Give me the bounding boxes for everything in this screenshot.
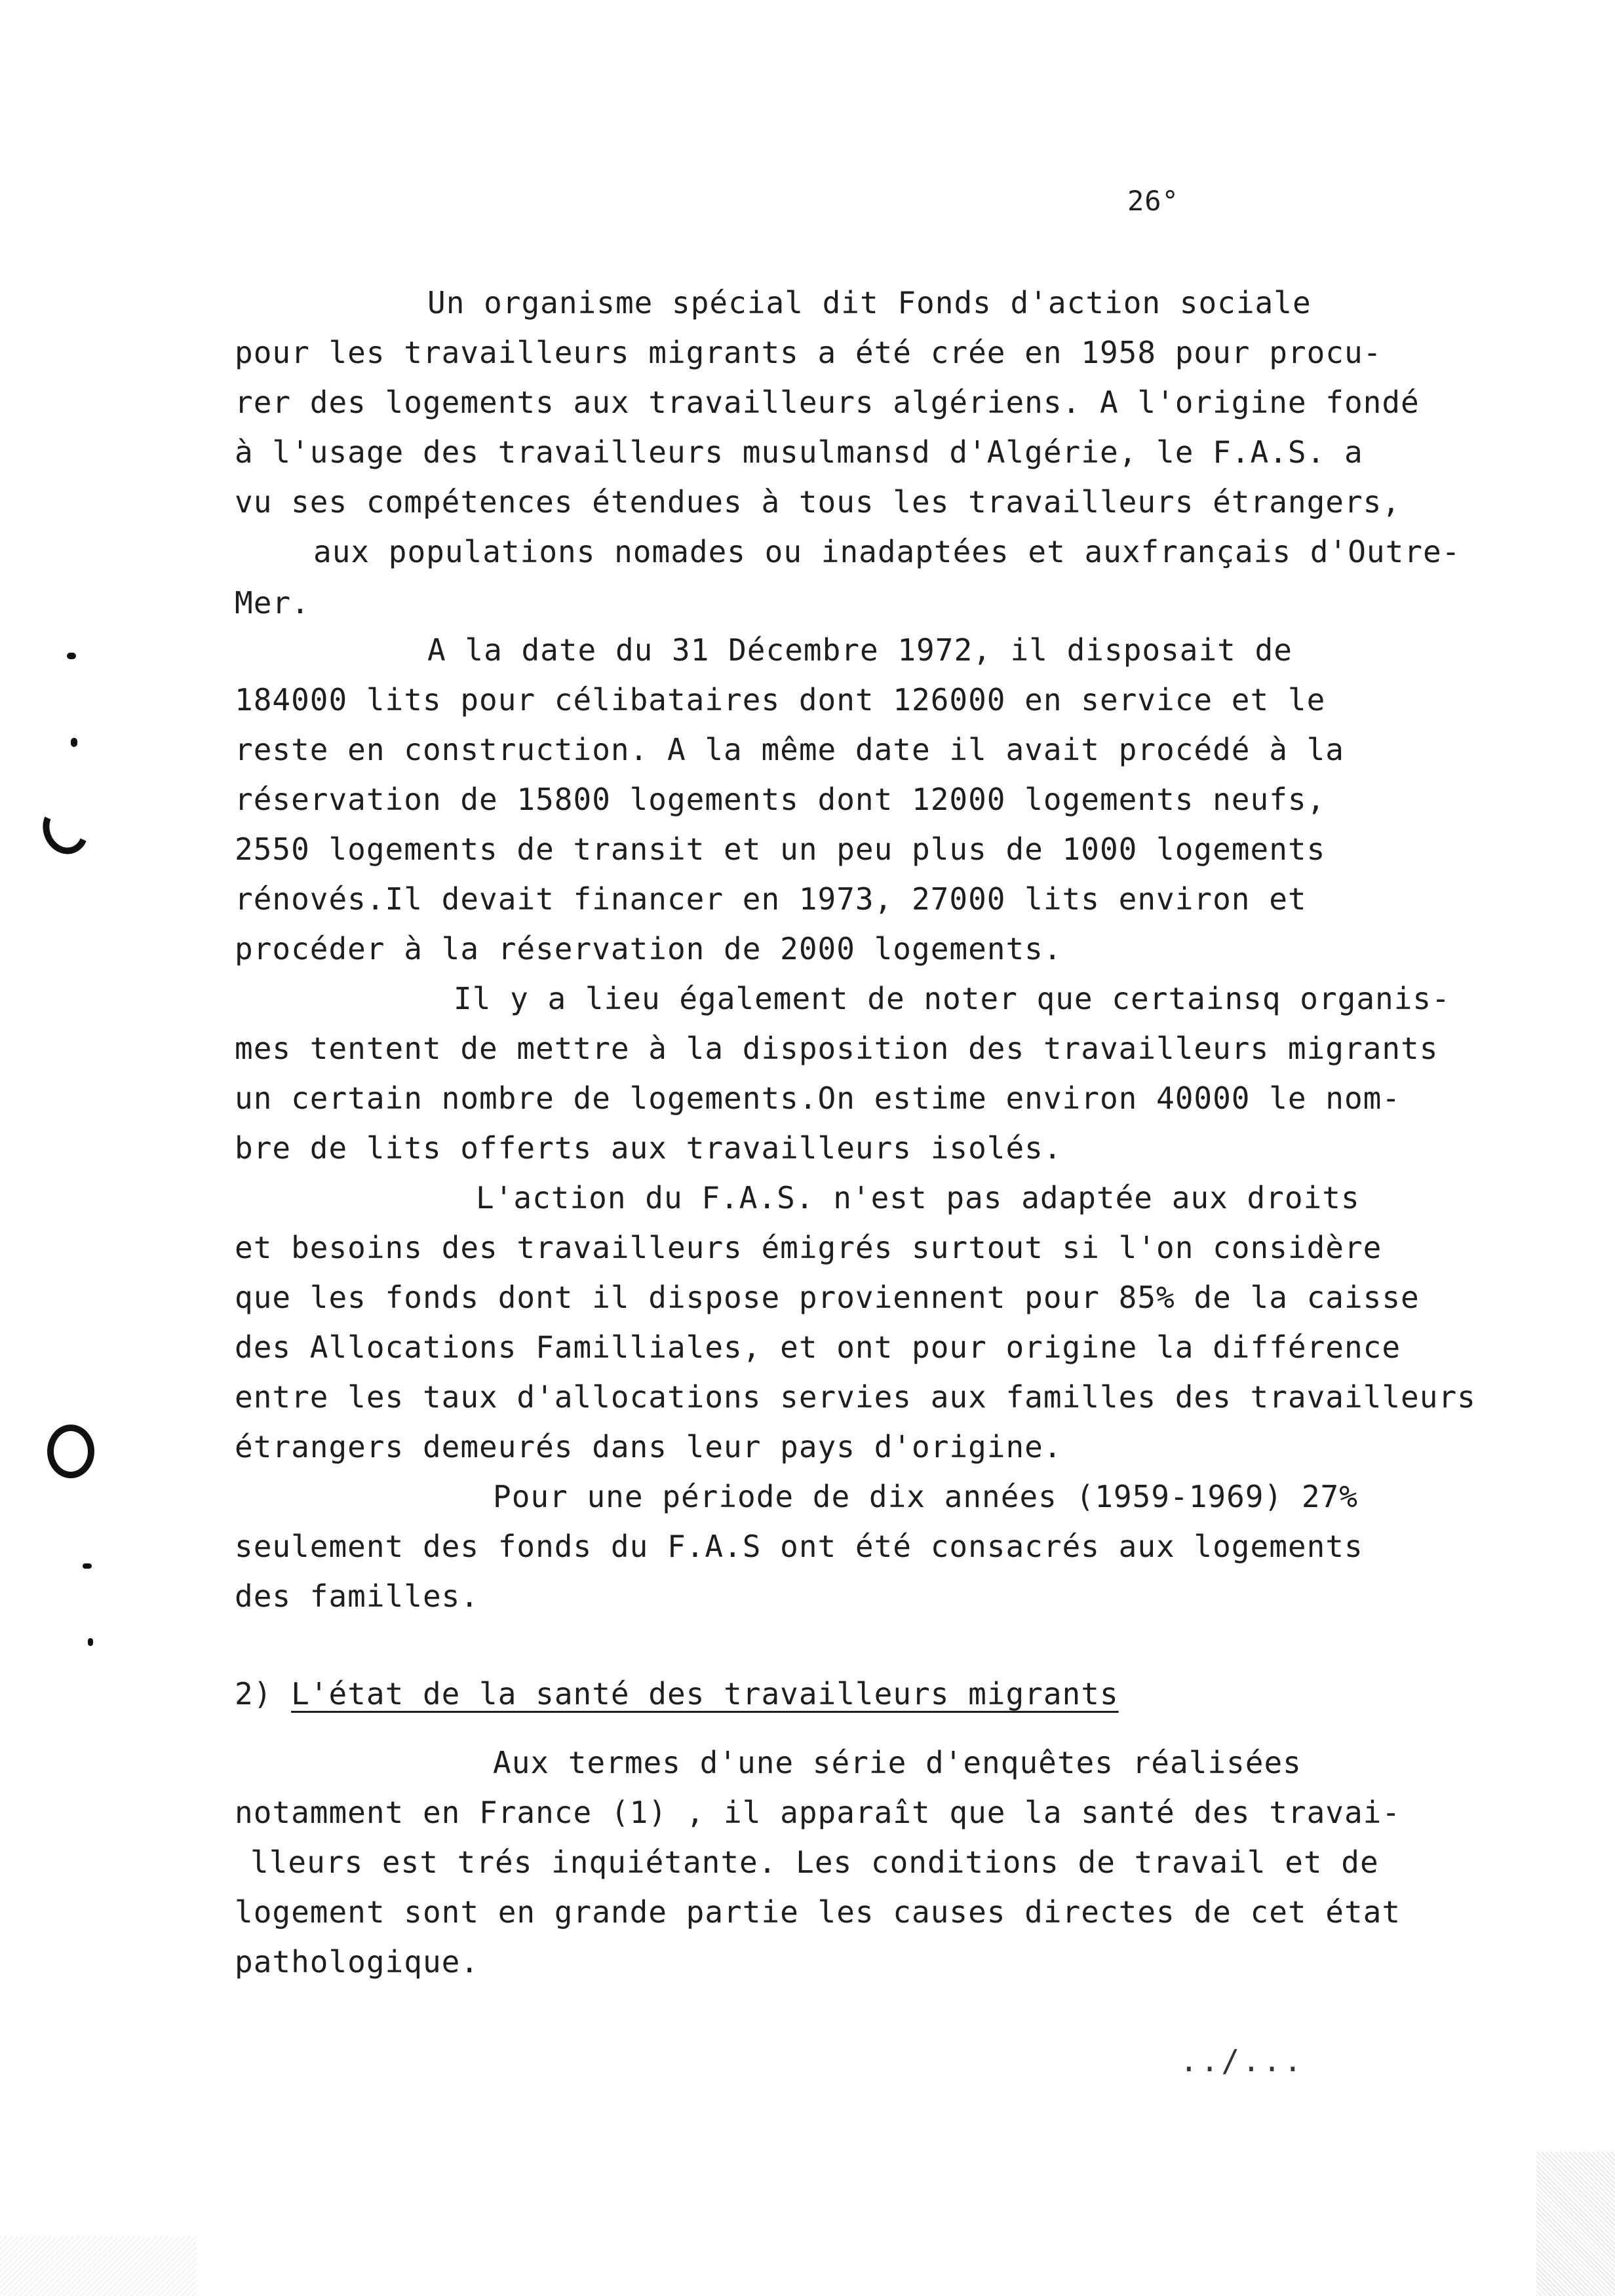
text-line: L'action du F.A.S. n'est pas adaptée aux droits bbox=[476, 1180, 1360, 1215]
text-line: à l'usage des travailleurs musulmansd d'Algérie, le F.A.S. a bbox=[235, 434, 1363, 470]
text-line: étrangers demeurés dans leur pays d'origine. bbox=[235, 1429, 1062, 1464]
text-line: un certain nombre de logements.On estime environ 40000 le nom- bbox=[235, 1081, 1401, 1116]
text-line: aux populations nomades ou inadaptées et auxfrançais d'Outre- bbox=[313, 534, 1461, 569]
punch-hole-mark bbox=[47, 1425, 94, 1478]
text-line: et besoins des travailleurs émigrés surtout si l'on considère bbox=[235, 1230, 1382, 1265]
text-line: logement sont en grande partie les causes directes de cet état bbox=[235, 1894, 1401, 1930]
text-line: notamment en France (1) , il apparaît que la santé des travai- bbox=[235, 1795, 1401, 1830]
text-line: mes tentent de mettre à la disposition des travailleurs migrants bbox=[235, 1031, 1439, 1066]
text-line: Pour une période de dix années (1959-1969) 27% bbox=[493, 1479, 1358, 1514]
text-line: Aux termes d'une série d'enquêtes réalisées bbox=[493, 1745, 1302, 1780]
text-line: Mer. bbox=[235, 585, 310, 621]
text-line: vu ses compétences étendues à tous les travailleurs étrangers, bbox=[235, 484, 1401, 520]
scan-mark bbox=[88, 1638, 93, 1646]
text-line: rer des logements aux travailleurs algériens. A l'origine fondé bbox=[235, 385, 1420, 420]
text-line: rénovés.Il devait financer en 1973, 27000 lits environ et bbox=[235, 881, 1307, 917]
text-line: pour les travailleurs migrants a été crée en 1958 pour procu- bbox=[235, 335, 1382, 370]
scan-noise bbox=[0, 2237, 197, 2296]
scan-mark bbox=[83, 1563, 92, 1569]
text-line: des Allocations Familliales, et ont pour origine la différence bbox=[235, 1330, 1401, 1365]
text-line: A la date du 31 Décembre 1972, il disposait de bbox=[427, 632, 1293, 668]
scan-mark bbox=[71, 738, 77, 747]
text-line: entre les taux d'allocations servies aux familles des travailleurs bbox=[235, 1379, 1476, 1415]
text-line: 2550 logements de transit et un peu plus de 1000 logements bbox=[235, 832, 1326, 867]
text-line: seulement des fonds du F.A.S ont été consacrés aux logements bbox=[235, 1529, 1363, 1564]
section-heading bbox=[235, 1676, 1119, 1712]
continuation-mark: ../... bbox=[1180, 2043, 1305, 2078]
text-line: lleurs est trés inquiétante. Les conditions de travail et de bbox=[250, 1845, 1379, 1880]
text-line: des familles. bbox=[235, 1578, 480, 1614]
section-title: L'état de la santé des travailleurs migrants bbox=[291, 1676, 1119, 1712]
text-line: procéder à la réservation de 2000 logements. bbox=[235, 931, 1062, 966]
text-line: bre de lits offerts aux travailleurs isolés. bbox=[235, 1130, 1062, 1166]
page-number: 26° bbox=[1127, 185, 1179, 217]
text-line: Un organisme spécial dit Fonds d'action sociale bbox=[427, 285, 1312, 320]
text-line: pathologique. bbox=[235, 1944, 480, 1980]
scan-mark bbox=[67, 653, 76, 659]
text-line: que les fonds dont il dispose proviennent pour 85% de la caisse bbox=[235, 1280, 1420, 1315]
text-line: Il y a lieu également de noter que certainsq organis- bbox=[454, 981, 1450, 1016]
text-line: reste en construction. A la même date il avait procédé à la bbox=[235, 732, 1344, 767]
punch-hole-mark bbox=[36, 797, 96, 861]
text-line: 184000 lits pour célibataires dont 126000 en service et le bbox=[235, 682, 1326, 718]
scan-noise bbox=[1536, 2152, 1615, 2296]
section-number: 2) bbox=[235, 1676, 292, 1712]
text-line: réservation de 15800 logements dont 12000 logements neufs, bbox=[235, 782, 1326, 817]
